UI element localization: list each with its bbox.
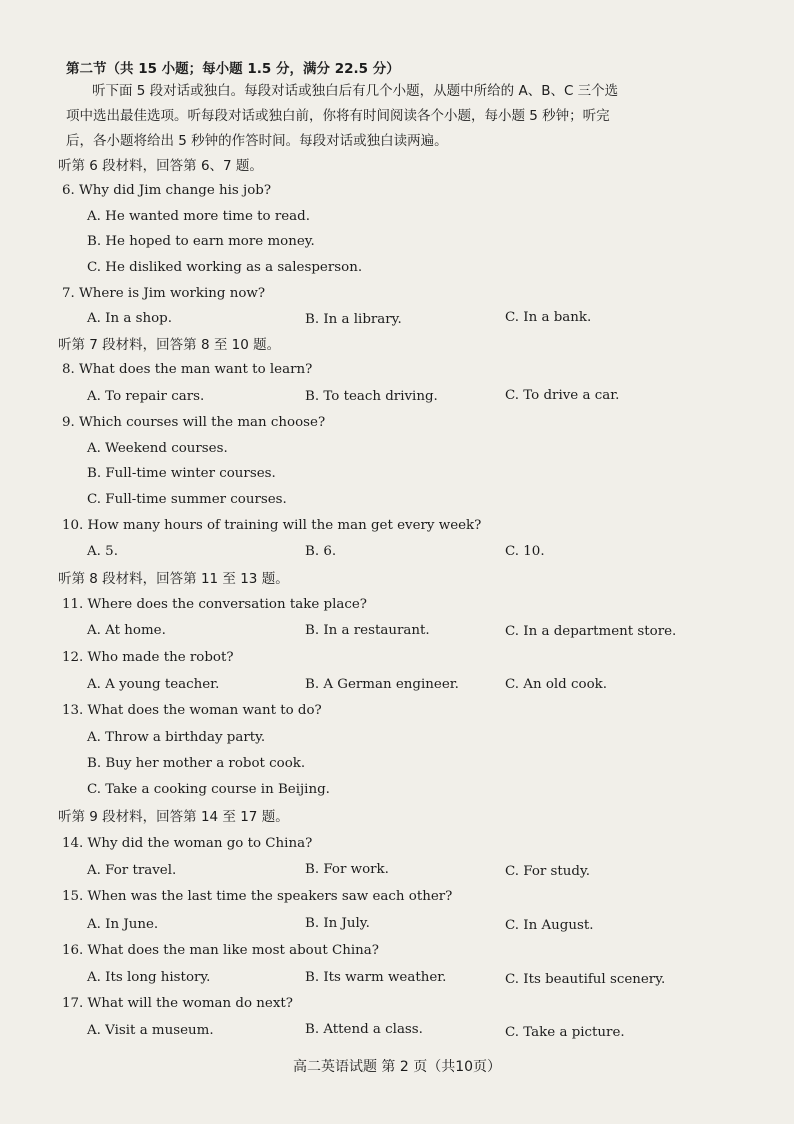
question-stem: 12. Who made the robot? <box>62 650 234 665</box>
question-stem: 15. When was the last time the speakers saw each other? <box>62 889 453 904</box>
option-b: B. A German engineer. <box>305 677 459 692</box>
group-header: 听第 8 段材料，回答第 11 至 13 题。 <box>58 571 289 587</box>
option-c: C. He disliked working as a salesperson. <box>87 260 363 275</box>
option-b: B. He hoped to earn more money. <box>87 234 315 249</box>
option-b: B. To teach driving. <box>305 389 438 404</box>
option-a: A. He wanted more time to read. <box>87 209 310 224</box>
option-a: A. 5. <box>87 544 118 559</box>
group-header: 听第 7 段材料，回答第 8 至 10 题。 <box>58 337 281 353</box>
option-c: C. Its beautiful scenery. <box>505 972 666 987</box>
option-a: A. Visit a museum. <box>87 1023 214 1038</box>
question-stem: 9. Which courses will the man choose? <box>62 415 326 430</box>
section-title: 第二节（共 15 小题；每小题 1.5 分，满分 22.5 分） <box>66 61 400 77</box>
option-a: A. Weekend courses. <box>87 441 228 456</box>
page-footer: 高二英语试题 第 2 页（共10页） <box>292 1059 502 1075</box>
question-stem: 11. Where does the conversation take place? <box>62 597 367 612</box>
instruction-line-1: 听下面 5 段对话或独白。每段对话或独白后有几个小题，从题中所给的 A、B、C 三个选 <box>92 83 619 99</box>
option-c: C. Take a cooking course in Beijing. <box>87 782 330 797</box>
option-a: A. Throw a birthday party. <box>87 730 266 745</box>
option-c: C. Full-time summer courses. <box>87 492 287 507</box>
option-c: C. In a department store. <box>505 624 677 639</box>
option-b: B. In a library. <box>305 312 402 327</box>
option-b: B. Buy her mother a robot cook. <box>87 756 306 771</box>
group-header: 听第 6 段材料，回答第 6、7 题。 <box>58 158 263 174</box>
question-stem: 14. Why did the woman go to China? <box>62 836 313 851</box>
option-b: B. Its warm weather. <box>305 970 447 985</box>
option-a: A. To repair cars. <box>87 389 205 404</box>
group-header: 听第 9 段材料，回答第 14 至 17 题。 <box>58 809 289 825</box>
option-c: C. Take a picture. <box>505 1025 625 1040</box>
option-c: C. For study. <box>505 864 591 879</box>
question-stem: 8. What does the man want to learn? <box>62 362 313 377</box>
option-c: C. In a bank. <box>505 310 592 325</box>
option-a: A. Its long history. <box>87 970 211 985</box>
option-c: C. In August. <box>505 918 594 933</box>
question-stem: 17. What will the woman do next? <box>62 996 293 1011</box>
question-stem: 16. What does the man like most about China? <box>62 943 379 958</box>
option-b: B. In a restaurant. <box>305 623 430 638</box>
option-a: A. A young teacher. <box>87 677 220 692</box>
option-c: C. To drive a car. <box>505 388 620 403</box>
option-a: A. In June. <box>87 917 159 932</box>
option-c: C. An old cook. <box>505 677 607 692</box>
question-stem: 10. How many hours of training will the man get every week? <box>62 518 482 533</box>
option-b: B. In July. <box>305 916 370 931</box>
instruction-line-2: 项中选出最佳选项。听每段对话或独白前，你将有时间阅读各个小题，每小题 5 秒钟；听完 <box>66 108 610 124</box>
option-c: C. 10. <box>505 544 545 559</box>
question-stem: 6. Why did Jim change his job? <box>62 183 272 198</box>
instruction-line-3: 后，各小题将给出 5 秒钟的作答时间。每段对话或独白读两遍。 <box>66 133 448 149</box>
option-b: B. 6. <box>305 544 337 559</box>
option-b: B. Attend a class. <box>305 1022 423 1037</box>
option-a: A. In a shop. <box>87 311 172 326</box>
option-a: A. For travel. <box>87 863 177 878</box>
option-a: A. At home. <box>87 623 166 638</box>
option-b: B. Full-time winter courses. <box>87 466 276 481</box>
question-stem: 13. What does the woman want to do? <box>62 703 322 718</box>
question-stem: 7. Where is Jim working now? <box>62 286 266 301</box>
option-b: B. For work. <box>305 862 389 877</box>
